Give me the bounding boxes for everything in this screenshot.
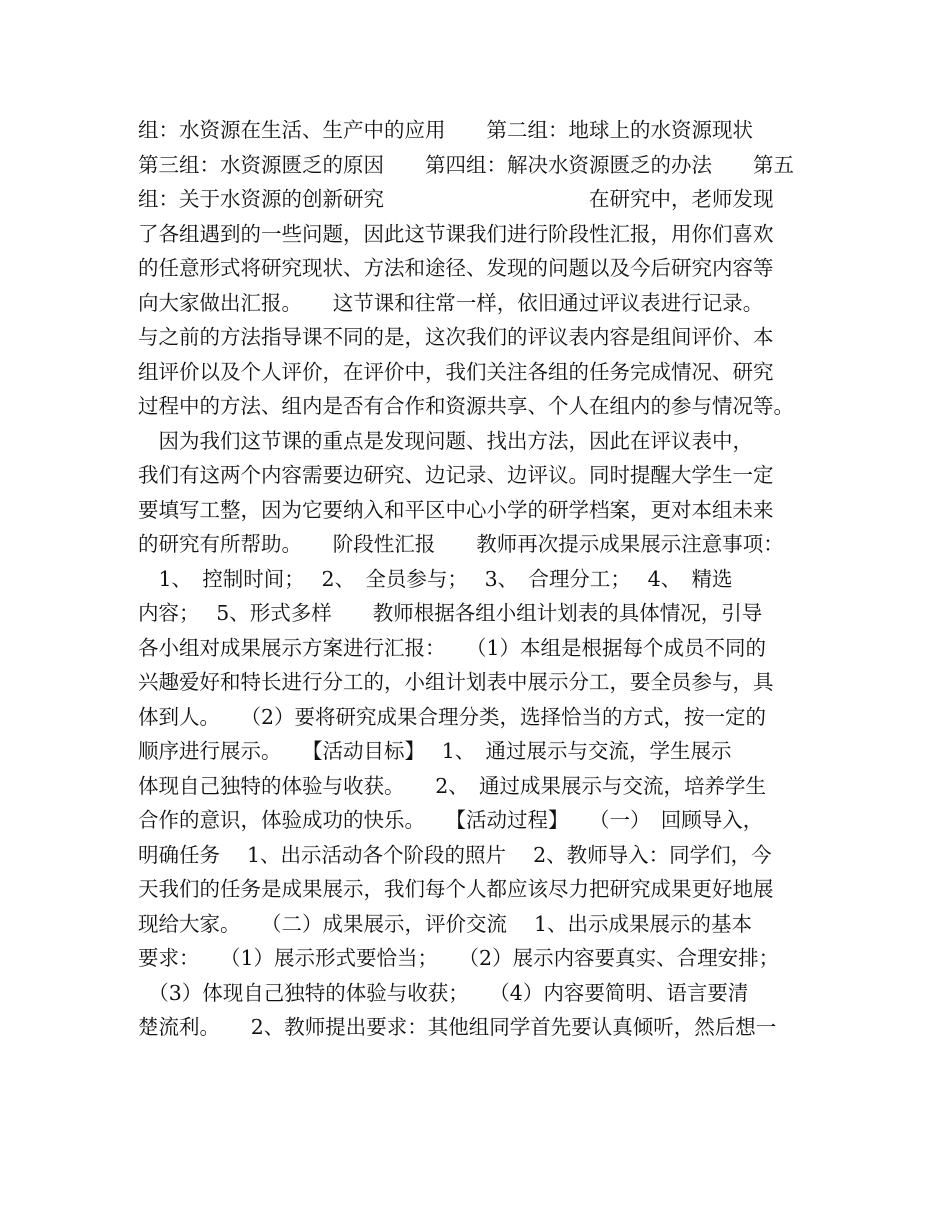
text-line: 要填写工整，因为它要纳入和平区中心小学的研学档案，更对本组未来 — [138, 497, 774, 522]
text-line: 组：关于水资源的创新研究 在研究中，老师发现 — [138, 187, 774, 211]
text-line: 与之前的方法指导课不同的是，这次我们的评议表内容是组间评价、本 — [138, 325, 774, 349]
text-line: 我们有这两个内容需要边研究、边记录、边评议。同时提醒大学生一定 — [138, 463, 774, 487]
text-line: 楚流利。 2、教师提出要求：其他组同学首先要认真倾听，然后想一 — [138, 1015, 777, 1039]
text-line: 的研究有所帮助。 阶段性汇报 教师再次提示成果展示注意事项： — [138, 532, 784, 556]
text-line: （3）体现自己独特的体验与收获； （4）内容要简明、语言要清 — [138, 980, 749, 1005]
text-line: 内容； 5、形式多样 教师根据各组小组计划表的具体情况，引导 — [138, 601, 763, 625]
text-line: 明确任务 1、出示活动各个阶段的照片 2、教师导入：同学们，今 — [138, 842, 772, 867]
text-line: 过程中的方法、组内是否有合作和资源共享、个人在组内的参与情况等。 — [138, 394, 794, 418]
text-line: 向大家做出汇报。 这节课和往常一样，依旧通过评议表进行记录。 — [138, 290, 764, 315]
text-line: 因为我们这节课的重点是发现问题、找出方法，因此在评议表中， — [138, 428, 753, 453]
text-line: 要求： （1）展示形式要恰当； （2）展示内容要真实、合理安排； — [138, 946, 780, 970]
text-line: 1、 控制时间； 2、 全员参与； 3、 合理分工； 4、 精选 — [138, 566, 733, 591]
text-line: 了各组遇到的一些问题，因此这节课我们进行阶段性汇报，用你们喜欢 — [138, 221, 774, 246]
body-text — [138, 113, 838, 1045]
text-line: 组：水资源在生活、生产中的应用 第二组：地球上的水资源现状 — [138, 118, 753, 142]
text-line: 组评价以及个人评价，在评价中，我们关注各组的任务完成情况、研究 — [138, 359, 774, 384]
text-line: 现给大家。 （二）成果展示，评价交流 1、出示成果展示的基本 — [138, 911, 753, 936]
text-line: 顺序进行展示。 【活动目标】 1、 通过展示与交流，学生展示 — [138, 739, 732, 763]
text-line: 第三组：水资源匮乏的原因 第四组：解决水资源匮乏的办法 第五 — [138, 152, 794, 177]
text-line: 体现自己独特的体验与收获。 2、 通过成果展示与交流，培养学生 — [138, 773, 767, 798]
text-line: 天我们的任务是成果展示，我们每个人都应该尽力把研究成果更好地展 — [138, 877, 774, 901]
text-line: 的任意形式将研究现状、方法和途径、发现的问题以及今后研究内容等 — [138, 256, 774, 280]
text-line: 兴趣爱好和特长进行分工的，小组计划表中展示分工，要全员参与，具 — [138, 670, 774, 694]
text-line: 体到人。 （2）要将研究成果合理分类，选择恰当的方式，按一定的 — [138, 704, 767, 729]
text-line: 合作的意识，体验成功的快乐。 【活动过程】 （一） 回顾导入， — [138, 808, 764, 832]
text-line: 各小组对成果展示方案进行汇报： （1）本组是根据每个成员不同的 — [138, 635, 767, 660]
